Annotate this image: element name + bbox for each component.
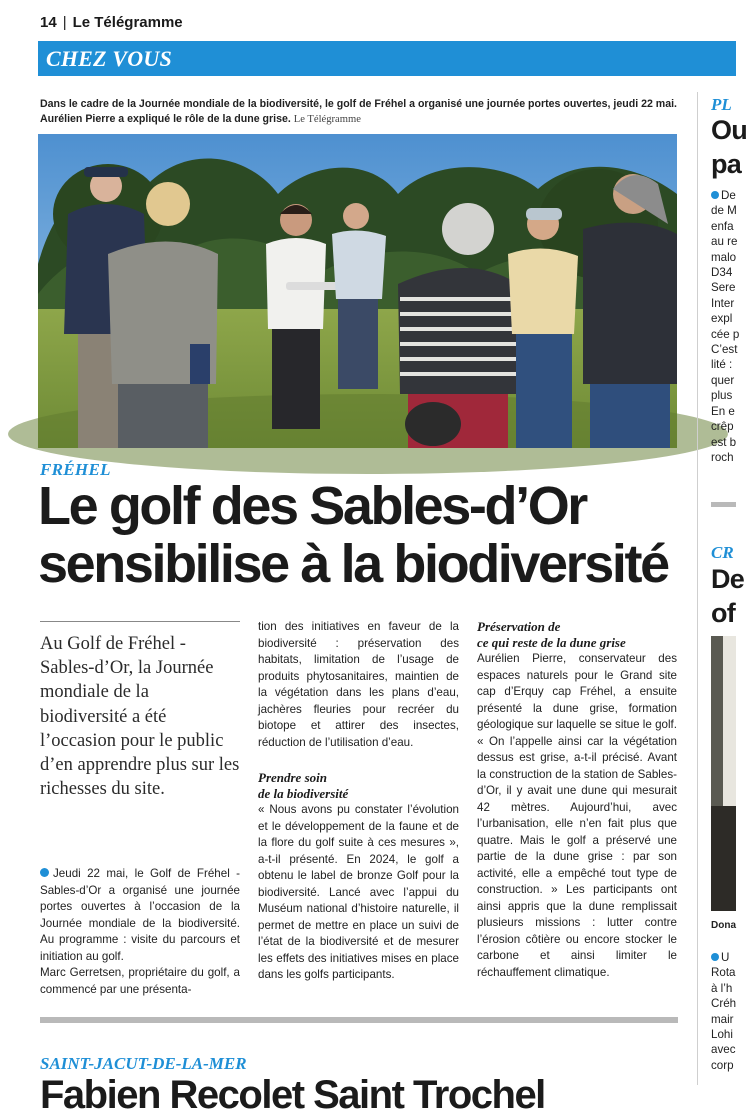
sidebar-top-line: Inter xyxy=(711,296,735,310)
headline-line-1: Le golf des Sables-d’Or xyxy=(38,476,586,536)
header-separator: | xyxy=(62,14,67,31)
subhead-2-line-2: ce qui reste de la dune grise xyxy=(477,635,626,650)
sidebar-top-kicker: PL xyxy=(711,95,732,114)
col1-paragraph-1-text: Jeudi 22 mai, le Golf de Fréhel - Sables-d’Or a organisé une journée portes ouvertes à l’occasion de la Journée mondiale de la biodiversité. Au programme : visite du parcours et initiation au golf. xyxy=(40,867,240,963)
sidebar-top-line: est b xyxy=(711,435,737,449)
sidebar-top-line: roch xyxy=(711,450,734,464)
sidebar-bottom-line xyxy=(711,950,736,965)
sidebar-bottom-line: corp xyxy=(711,1058,734,1072)
caption-text: Dans le cadre de la Journée mondiale de la biodiversité, le golf de Fréhel a organisé une journée portes ouvertes, jeudi 22 mai. Aurélien Pierre a expliqué le rôle de la dune grise. xyxy=(40,98,678,125)
sidebar-top-line: D34 xyxy=(711,266,733,280)
publication-name: Le Télégramme xyxy=(72,14,183,31)
col2-paragraph-2: « Nous avons pu constater l’évolution et le développement de la faune et de la flore du golf suite à ces mesures », a-t-il présenté. En 2024, le golf a obtenu le label de bronze Golf pour la biodiversité. Lancé avec l’appui du Muséum national d’histoire naturelle, il permet de mettre en place un suivi de l’état de la biodiversité et de mesurer les effets des initiatives mises en place dans les golfs participants. xyxy=(258,803,459,981)
sidebar-bottom-line: Rota xyxy=(711,966,736,980)
sidebar-top-line: quer xyxy=(711,373,735,387)
sidebar-mid-head-line-2: of xyxy=(711,598,735,628)
subhead-preservation xyxy=(477,619,677,651)
bullet-dot xyxy=(40,868,49,877)
sidebar-top-head-line-2: pa xyxy=(711,149,741,179)
col1-paragraph-1 xyxy=(40,866,240,965)
sidebar-top-line-text: De xyxy=(721,189,736,202)
section-title: CHEZ VOUS xyxy=(46,46,172,71)
bullet-dot xyxy=(711,191,719,199)
photo-credit: Le Télégramme xyxy=(293,114,361,125)
lead-rule xyxy=(40,621,240,622)
photo-illustration xyxy=(38,134,677,448)
sidebar-bottom-line: Créh xyxy=(711,997,737,1011)
sidebar-bottom-text xyxy=(711,950,736,1073)
article-photo xyxy=(38,134,677,448)
article-lead: Au Golf de Fréhel - Sables-d’Or, la Journée mondiale de la biodiversité a été l’occasion pour le public d’en apprendre plus sur les richesses du site. xyxy=(40,634,240,800)
sidebar-mid-kicker: CR xyxy=(711,543,734,562)
sidebar-top-line: crêp xyxy=(711,420,734,434)
next-article-headline: Fabien Recolet Saint Trochel xyxy=(40,1073,545,1117)
page-number: 14 xyxy=(40,14,57,31)
sidebar-top-line: malo xyxy=(711,250,737,264)
sidebar-top-line: cée p xyxy=(711,327,740,341)
col3-paragraph-1: Aurélien Pierre, conservateur des espaces naturels pour le Grand site cap d’Erquy cap Fréhel, a ensuite présenté la dune grise, formation géologique sur laquelle se situe le golf. « On l’appelle ainsi car la végétation dessus est grise, a-t-il précisé. Avant la construction de la station de Sables-d’Or, il y avait une dune qui mesurait 42 mètres. Aujourd’hui, avec l’urbanisation, elle n’en fait plus que quatre. Mais le golf a préservé une partie de la dune grise : par son activité, elle a empêché tout type de construction. » Les participants ont ainsi appris que la dune remplissait plusieurs missions : lutter contre l’érosion côtière ou encore stocker le carbone et ainsi limiter le réchauffement climatique. xyxy=(477,652,677,979)
headline-line-2: sensibilise à la biodiversité xyxy=(38,534,668,594)
sidebar-mid-headline xyxy=(711,562,744,630)
sidebar-bottom-line: avec xyxy=(711,1043,736,1057)
article-headline xyxy=(38,477,683,593)
sidebar-top-line: C’est xyxy=(711,343,738,357)
sidebar-top-line xyxy=(711,188,736,203)
sidebar-bottom-line: mair xyxy=(711,1012,734,1026)
sidebar-photo-shadow xyxy=(711,806,736,911)
sidebar-top-line: En e xyxy=(711,404,735,418)
sidebar-top-line: lité : xyxy=(711,358,733,372)
sidebar-photo-caption: Dona xyxy=(711,920,736,931)
sidebar-top-line: expl xyxy=(711,312,733,326)
col2-paragraph-1: tion des initiatives en faveur de la biodiversité : préservation des habitats, limitation de l’usage de produits phytosanitaires, maintien de la végétation dans les plans d’eau, jachères fleuries pour recréer du biotope et attirer des insectes, réduction de l’utilisation d’eau. xyxy=(258,620,459,749)
subhead-prendre-soin xyxy=(258,770,459,802)
subhead-1-line-1: Prendre soin xyxy=(258,770,327,785)
sidebar-top-line: plus xyxy=(711,389,733,403)
bottom-rule xyxy=(40,1017,678,1023)
subhead-1-line-2: de la biodiversité xyxy=(258,786,349,801)
sidebar-top-line: Sere xyxy=(711,281,736,295)
col1-paragraph-2: Marc Gerretsen, propriétaire du golf, a commencé par une présenta- xyxy=(40,966,240,996)
page-header xyxy=(40,14,183,31)
sidebar-top-line: de M xyxy=(711,204,737,218)
sidebar-top-line: au re xyxy=(711,235,738,249)
sidebar-top-text xyxy=(711,188,740,465)
sidebar-top-head-line-1: Ou xyxy=(711,115,747,145)
section-bar xyxy=(38,41,736,76)
sidebar-photo xyxy=(711,636,736,911)
subhead-2-line-1: Préservation de xyxy=(477,619,561,634)
article-column-2 xyxy=(258,619,459,984)
column-divider xyxy=(697,92,698,1085)
sidebar-bottom-line-text: U xyxy=(721,951,730,964)
sidebar-bottom-line: Lohi xyxy=(711,1028,733,1042)
article-column-1 xyxy=(40,866,240,998)
next-article-kicker: SAINT-JACUT-DE-LA-MER xyxy=(40,1054,247,1073)
bullet-dot xyxy=(711,953,719,961)
article-kicker: FRÉHEL xyxy=(40,460,111,479)
sidebar-bottom-line: à l’h xyxy=(711,981,733,995)
article-column-3 xyxy=(477,619,677,981)
sidebar-rule xyxy=(711,502,736,507)
photo-caption xyxy=(40,97,680,127)
sidebar-top-headline xyxy=(711,113,747,181)
sidebar-mid-head-line-1: De xyxy=(711,564,744,594)
sidebar-top-line: enfa xyxy=(711,219,734,233)
